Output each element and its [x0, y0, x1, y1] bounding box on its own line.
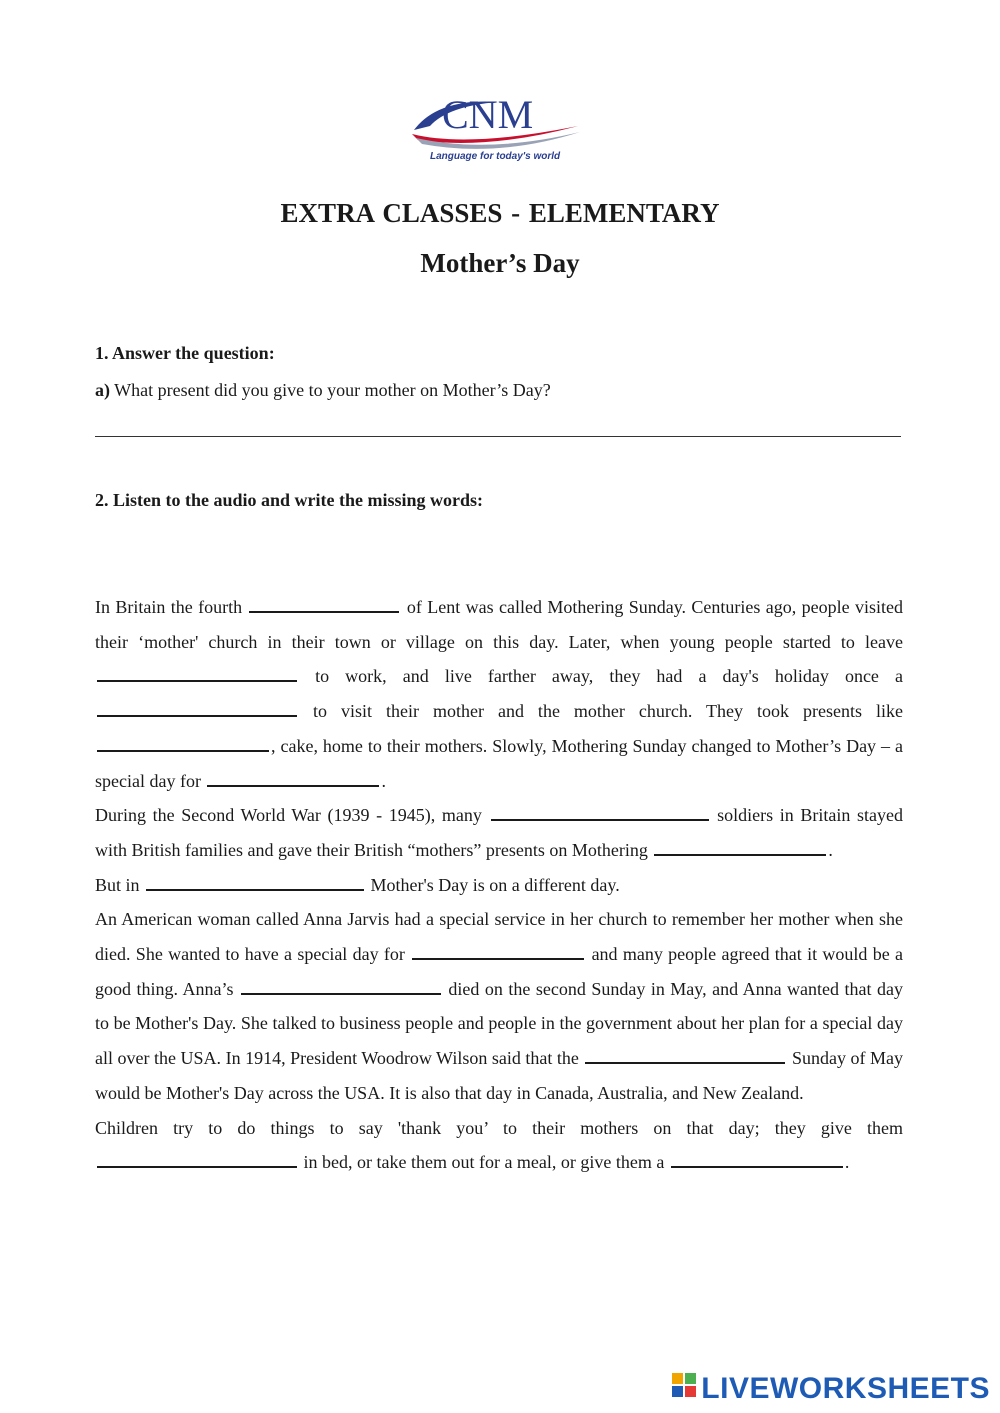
blank-4[interactable]: [97, 749, 269, 752]
blank-5[interactable]: [207, 784, 379, 787]
passage-text: , cake, home to their mothers. Slowly, Mothering Sunday changed to Mother’s Day – a special day for: [95, 735, 903, 791]
passage-text: Sunday of May would be Mother's Day across the USA. It is also that day in Canada, Australia, and New Zealand.: [95, 1048, 903, 1103]
passage-text: died on the second Sunday in May, and Anna wanted that day to be Mother's Day. She talked to business people and people in the government about her plan for a special day all over the USA. In 1914, President Woodrow Wilson said that the: [95, 978, 903, 1069]
blank-6[interactable]: [491, 818, 709, 821]
passage-text: Mother's Day is on a different day.: [366, 874, 620, 895]
passage-text: An American woman called Anna Jarvis had a special service in her church to remember her mother when she died. She wanted to have a special day for: [95, 909, 903, 965]
brand-text: LIVEWORKSHEETS: [701, 1372, 990, 1405]
passage-paragraph-3: [95, 868, 903, 903]
passage-paragraph-2: [95, 798, 903, 867]
passage-text: of Lent was called Mothering Sunday. Centuries ago, people visited their ‘mother' church in their town or village on this day. Later, when young people started to leave: [95, 597, 903, 652]
blank-9[interactable]: [412, 957, 584, 960]
passage-text: But in: [95, 874, 145, 895]
passage-text: During the Second World War (1939 - 1945), many: [95, 805, 489, 826]
blank-13[interactable]: [671, 1165, 843, 1168]
passage-text: soldiers in Britain stayed with British families and gave their British “mothers” presents on Mothering: [95, 805, 903, 860]
question-a-text: What present did you give to your mother on Mother’s Day?: [110, 380, 551, 400]
passage-paragraph-1: [95, 590, 903, 798]
blank-12[interactable]: [97, 1165, 297, 1168]
cnm-logo: [408, 88, 592, 168]
passage-text: Children try to do things to say 'thank you’ to their mothers on that day; they give them: [95, 1117, 903, 1138]
section2-heading: 2. Listen to the audio and write the missing words:: [95, 490, 484, 510]
passage-text: to visit their mother and the mother church. They took presents like: [299, 701, 903, 722]
liveworksheets-icon: [671, 1372, 697, 1406]
passage-text: .: [381, 770, 386, 791]
blank-11[interactable]: [585, 1061, 785, 1064]
passage-text: and many people agreed that it would be a good thing. Anna’s: [95, 944, 903, 999]
passage-paragraph-4: [95, 902, 903, 1110]
page-title: EXTRA CLASSES - ELEMENTARY: [280, 198, 720, 228]
passage-text: .: [844, 1152, 850, 1173]
gap-fill-passage: [95, 590, 903, 1180]
passage-text: to work, and live farther away, they had a day's holiday once a: [299, 666, 903, 687]
logo-text: CNM: [442, 92, 534, 137]
blank-7[interactable]: [654, 853, 826, 856]
passage-paragraph-5: [95, 1111, 903, 1180]
liveworksheets-brand: [671, 1371, 990, 1407]
passage-text: .: [828, 839, 833, 860]
passage-text: in bed, or take them out for a meal, or give them a: [299, 1152, 669, 1173]
page-subtitle: Mother’s Day: [420, 248, 580, 278]
blank-2[interactable]: [97, 679, 297, 682]
question-a-label: a): [95, 380, 110, 400]
blank-3[interactable]: [97, 714, 297, 717]
answer-line[interactable]: [95, 436, 901, 437]
logo-tagline: Language for today's world: [430, 151, 561, 162]
section1-heading: 1. Answer the question:: [95, 343, 275, 363]
blank-1[interactable]: [249, 610, 399, 613]
passage-text: In Britain the fourth: [95, 597, 248, 617]
question-a: [95, 380, 551, 401]
blank-8[interactable]: [146, 888, 364, 891]
blank-10[interactable]: [241, 992, 441, 995]
